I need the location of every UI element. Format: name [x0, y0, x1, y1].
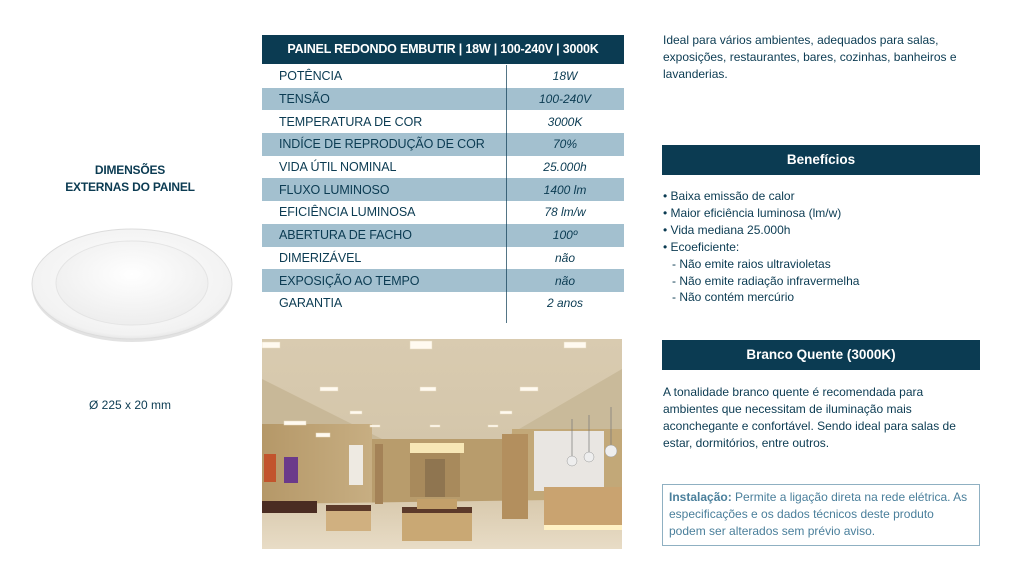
spec-value: 3000K — [547, 114, 583, 129]
spec-table-body — [262, 65, 624, 315]
spec-row-vida-util — [262, 156, 624, 179]
benefit-item: • Maior eficiência luminosa (lm/w) — [663, 205, 842, 220]
spec-row-potencia — [262, 65, 624, 88]
spec-value: 25.000h — [543, 160, 587, 175]
spec-value: 100-240V — [538, 92, 592, 107]
spec-label: TENSÃO — [279, 92, 330, 107]
spec-value: não — [554, 273, 576, 288]
lobby-interior-photo — [262, 339, 622, 549]
spec-value: 78 lm/w — [544, 205, 586, 220]
column-divider — [506, 65, 507, 323]
spec-row-abertura — [262, 224, 624, 247]
spec-row-dimerizavel — [262, 247, 624, 270]
spec-label: TEMPERATURA DE COR — [279, 114, 423, 129]
spec-value: 70% — [552, 137, 578, 152]
spec-label: INDÍCE DE REPRODUÇÃO DE COR — [279, 137, 485, 152]
spec-value: 2 anos — [546, 296, 584, 311]
spec-value: 100º — [552, 228, 578, 243]
spec-row-eficiencia — [262, 201, 624, 224]
spec-row-irc — [262, 133, 624, 156]
benefit-subitem: - Não contém mercúrio — [672, 290, 795, 305]
spec-label: DIMERIZÁVEL — [279, 250, 362, 265]
dimensions-title-line1: DIMENSÕES — [94, 163, 166, 177]
round-led-panel-image — [30, 225, 234, 343]
spec-label: ABERTURA DE FACHO — [279, 228, 412, 243]
benefit-item: • Baixa emissão de calor — [663, 189, 795, 203]
dimensions-title-line2: EXTERNAS DO PAINEL — [65, 180, 195, 194]
spec-label: VIDA ÚTIL NOMINAL — [279, 160, 397, 175]
spec-value: 1400 lm — [543, 182, 587, 197]
spec-label: EXPOSIÇÃO AO TEMPO — [279, 273, 420, 288]
spec-label: GARANTIA — [279, 296, 343, 311]
spec-row-temperatura — [262, 110, 624, 133]
spec-value: 18W — [552, 69, 578, 84]
spec-table — [262, 35, 624, 315]
spec-label: EFICIÊNCIA LUMINOSA — [279, 205, 416, 220]
installation-text: Permite a ligação direta na rede elétrica. As especificações e os dados técnicos deste produto podem ser alterados sem prévio aviso. — [669, 490, 968, 538]
spec-row-garantia — [262, 292, 624, 315]
spec-label: POTÊNCIA — [279, 69, 343, 84]
benefit-item: • Vida mediana 25.000h — [663, 222, 791, 237]
spec-row-tensao — [262, 88, 624, 111]
dimensions-title — [30, 162, 230, 196]
benefit-subitem: - Não emite radiação infravermelha — [672, 273, 860, 288]
installation-label: Instalação: — [669, 490, 732, 504]
benefits-header: Benefícios — [662, 145, 980, 175]
warm-white-header: Branco Quente (3000K) — [662, 340, 980, 370]
intro-text: Ideal para vários ambientes, adequados para salas, exposições, restaurantes, bares, cozinhas, banheiros e lavanderias. — [663, 33, 957, 81]
warm-white-text: A tonalidade branco quente é recomendada para ambientes que necessitam de iluminação mais aconchegante e confortável. Sendo ideal para salas de estar, dormitórios, entre outros. — [663, 385, 956, 450]
spec-table-header: PAINEL REDONDO EMBUTIR | 18W | 100-240V | 3000K — [262, 35, 624, 64]
spec-row-exposicao — [262, 269, 624, 292]
spec-label: FLUXO LUMINOSO — [279, 182, 390, 197]
benefit-item: • Ecoeficiente: — [663, 239, 740, 254]
benefits-list — [663, 188, 983, 306]
installation-note — [662, 484, 980, 546]
benefit-subitem: - Não emite raios ultravioletas — [672, 256, 831, 271]
spec-row-fluxo — [262, 178, 624, 201]
dimensions-size: Ø 225 x 20 mm — [88, 398, 172, 412]
spec-value: não — [554, 250, 576, 265]
